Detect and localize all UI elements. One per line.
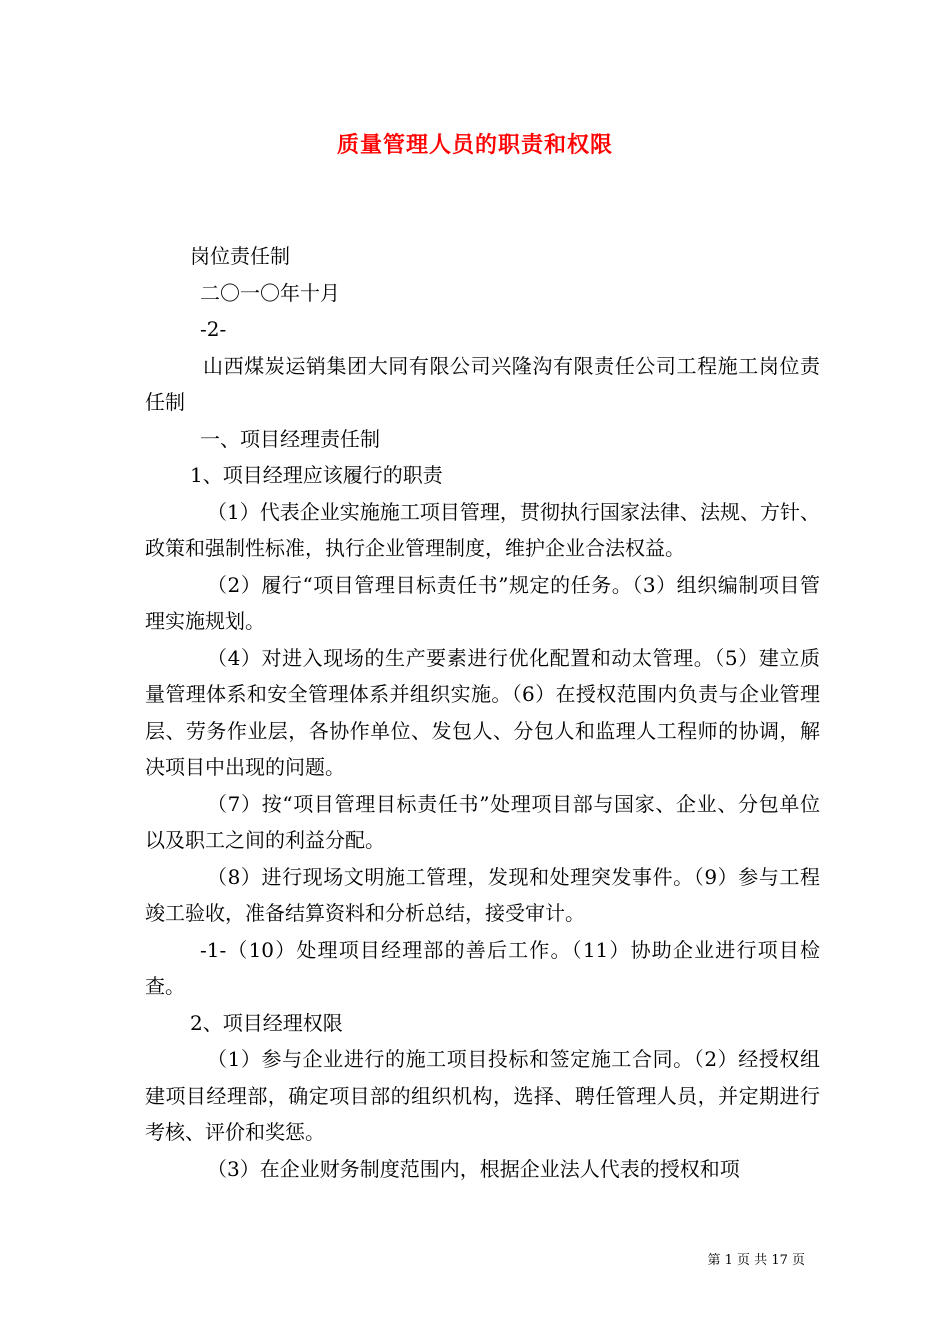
paragraph-duty-1: （1）代表企业实施施工项目管理，贯彻执行国家法律、法规、方针、政策和强制性标准，执行企业管理制度，维护企业合法权益。 xyxy=(145,499,820,560)
paragraph-authority-1-2: （1）参与企业进行的施工项目投标和签定施工合同。（2）经授权组建项目经理部，确定项目部的组织机构，选择、聘任管理人员，并定期进行考核、评价和奖惩。 xyxy=(145,1047,820,1144)
page-number-footer: 第 1 页 共 17 页 xyxy=(707,1253,805,1268)
paragraph-duty-10-11: -1-（10）处理项目经理部的善后工作。（11）协助企业进行项目检查。 xyxy=(145,937,820,998)
paragraph-job-responsibility: 岗位责任制 xyxy=(190,244,290,268)
paragraph-authority-3: （3）在企业财务制度范围内，根据企业法人代表的授权和项 xyxy=(207,1156,740,1181)
document-body xyxy=(145,238,820,1187)
paragraph-company-heading: 山西煤炭运销集团大同有限公司兴隆沟有限责任公司工程施工岗位责任制 xyxy=(145,353,820,414)
paragraph-page-marker: -2- xyxy=(200,317,227,341)
paragraph-duty-2-3: （2）履行“项目管理目标责任书”规定的任务。（3）组织编制项目管理实施规划。 xyxy=(145,572,820,633)
section-heading-project-manager: 一、项目经理责任制 xyxy=(200,426,380,451)
subsection-heading-authority: 2、项目经理权限 xyxy=(190,1010,343,1035)
subsection-heading-duties: 1、项目经理应该履行的职责 xyxy=(190,463,443,487)
paragraph-duty-8-9: （8）进行现场文明施工管理，发现和处理突发事件。（9）参与工程竣工验收，准备结算资料和分析总结，接受审计。 xyxy=(145,864,820,925)
paragraph-duty-7: （7）按“项目管理目标责任书”处理项目部与国家、企业、分包单位以及职工之间的利益分配。 xyxy=(145,791,820,852)
document-title: 质量管理人员的职责和权限 xyxy=(336,132,613,158)
paragraph-duty-4-6: （4）对进入现场的生产要素进行优化配置和动太管理。（5）建立质量管理体系和安全管理体系并组织实施。（6）在授权范围内负责与企业管理层、劳务作业层，各协作单位、发包人、分包人和监理人工程师的协调，解决项目中出现的问题。 xyxy=(145,645,820,779)
paragraph-date: 二〇一〇年十月 xyxy=(200,280,340,305)
